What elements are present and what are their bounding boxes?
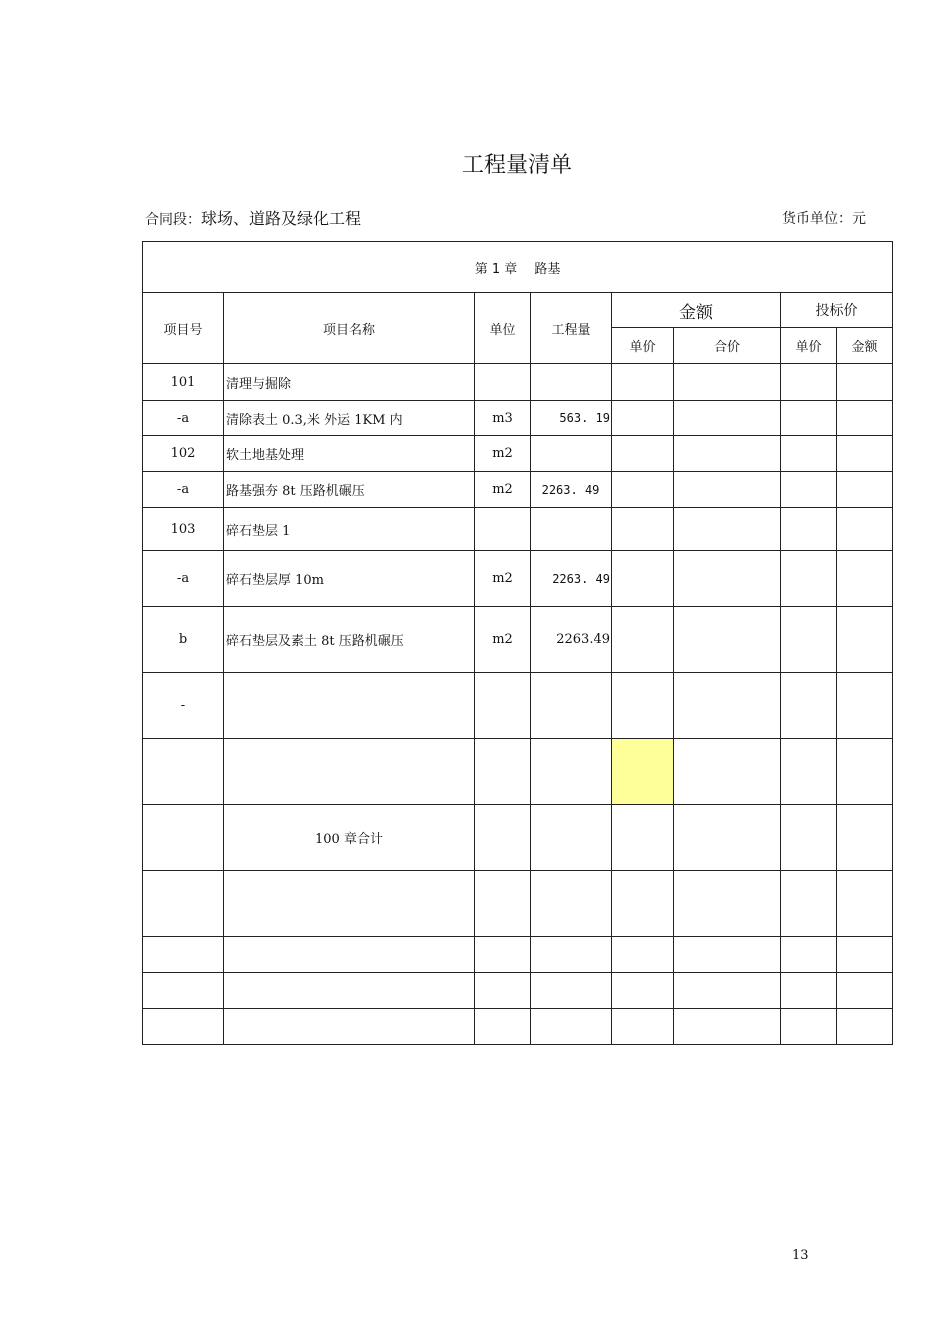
cell-quantity: [531, 673, 612, 739]
table-row: [143, 364, 893, 401]
cell-bid-unit-price: [781, 739, 837, 805]
table-row: [143, 508, 893, 551]
table-row: [143, 937, 893, 973]
table-row: [143, 472, 893, 508]
cell-quantity: [531, 436, 612, 472]
cell-item-no: [143, 739, 224, 805]
cell-unit: m2: [475, 607, 531, 673]
cell-unit-price: [612, 401, 674, 436]
cell-item-no: [143, 805, 224, 871]
header-bid-amount: 金额: [837, 328, 893, 364]
cell-total-price: [674, 871, 781, 937]
cell-item-no: -: [143, 673, 224, 739]
cell-unit: [475, 805, 531, 871]
header-unit-price: 单价: [612, 328, 674, 364]
cell-item-name: [224, 871, 475, 937]
page-title: 工程量清单: [461, 153, 572, 178]
cell-unit-price: [612, 937, 674, 973]
cell-bid-amount: [837, 472, 893, 508]
cell-total-price: [674, 364, 781, 401]
cell-total-price: [674, 739, 781, 805]
table-row: [143, 805, 893, 871]
table-row: [143, 871, 893, 937]
cell-bid-amount: [837, 551, 893, 607]
cell-bid-amount: [837, 973, 893, 1009]
cell-unit-price: [612, 871, 674, 937]
cell-unit: [475, 739, 531, 805]
cell-quantity: [531, 937, 612, 973]
cell-total-price: [674, 607, 781, 673]
cell-quantity: [531, 805, 612, 871]
cell-total-price: [674, 973, 781, 1009]
cell-item-name: [224, 973, 475, 1009]
cell-bid-unit-price: [781, 401, 837, 436]
cell-item-name: 软土地基处理: [224, 436, 475, 472]
cell-bid-amount: [837, 871, 893, 937]
cell-item-name: 路基强夯 8t 压路机碾压: [224, 472, 475, 508]
cell-item-name: [224, 1009, 475, 1045]
cell-bid-amount: [837, 508, 893, 551]
table-row: [143, 551, 893, 607]
cell-total-price: [674, 1009, 781, 1045]
cell-unit-price: [612, 1009, 674, 1045]
cell-bid-unit-price: [781, 673, 837, 739]
table-row: [143, 607, 893, 673]
cell-bid-unit-price: [781, 436, 837, 472]
cell-unit-price: [612, 607, 674, 673]
cell-unit-price: [612, 508, 674, 551]
cell-bid-amount: [837, 401, 893, 436]
cell-bid-unit-price: [781, 937, 837, 973]
cell-total-price: [674, 937, 781, 973]
cell-bid-unit-price: [781, 508, 837, 551]
cell-item-no: -a: [143, 472, 224, 508]
cell-item-no: -a: [143, 551, 224, 607]
cell-unit: m2: [475, 472, 531, 508]
cell-unit: [475, 673, 531, 739]
cell-bid-unit-price: [781, 1009, 837, 1045]
cell-quantity: [531, 871, 612, 937]
header-item-no: 项目号: [143, 293, 224, 364]
cell-item-no: [143, 973, 224, 1009]
cell-total-price: [674, 436, 781, 472]
cell-bid-unit-price: [781, 472, 837, 508]
header-quantity: 工程量: [531, 293, 612, 364]
cell-item-no: [143, 871, 224, 937]
cell-bid-amount: [837, 937, 893, 973]
cell-unit: [475, 1009, 531, 1045]
header-total-price: 合价: [674, 328, 781, 364]
cell-total-price: [674, 401, 781, 436]
cell-item-name: [224, 673, 475, 739]
table-row: [143, 401, 893, 436]
cell-bid-amount: [837, 436, 893, 472]
contract-section: [145, 206, 361, 229]
cell-bid-unit-price: [781, 607, 837, 673]
cell-bid-amount: [837, 607, 893, 673]
header-item-name: 项目名称: [224, 293, 475, 364]
table-row: [143, 436, 893, 472]
cell-unit: [475, 364, 531, 401]
cell-unit: [475, 973, 531, 1009]
cell-unit-price: [612, 673, 674, 739]
cell-item-no: 102: [143, 436, 224, 472]
cell-item-name: 清理与掘除: [224, 364, 475, 401]
cell-item-no: 103: [143, 508, 224, 551]
header-bid-unit-price: 单价: [781, 328, 837, 364]
cell-item-name: 碎石垫层 1: [224, 508, 475, 551]
cell-quantity: 2263.49: [531, 607, 612, 673]
cell-total-price: [674, 805, 781, 871]
cell-bid-unit-price: [781, 805, 837, 871]
cell-item-name: 碎石垫层厚 10m: [224, 551, 475, 607]
cell-item-no: b: [143, 607, 224, 673]
cell-unit: [475, 871, 531, 937]
cell-item-no: -a: [143, 401, 224, 436]
cell-item-name: [224, 937, 475, 973]
cell-quantity: 2263. 49: [531, 472, 612, 508]
header-amount: 金额: [612, 293, 781, 328]
cell-quantity: [531, 508, 612, 551]
cell-bid-amount: [837, 1009, 893, 1045]
cell-item-name: 碎石垫层及素土 8t 压路机碾压: [224, 607, 475, 673]
header-bid-price: 投标价: [781, 293, 893, 328]
page-number: 13: [792, 1248, 809, 1263]
cell-total-price: [674, 673, 781, 739]
cell-unit: [475, 937, 531, 973]
cell-unit-price: [612, 472, 674, 508]
cell-bid-unit-price: [781, 871, 837, 937]
cell-item-no: 101: [143, 364, 224, 401]
table-row: [143, 673, 893, 739]
cell-unit-price: [612, 364, 674, 401]
chapter-heading: 第 1 章 路基: [143, 242, 893, 293]
currency-unit: 货币单位：元: [782, 211, 866, 227]
cell-bid-amount: [837, 673, 893, 739]
cell-item-no: [143, 1009, 224, 1045]
cell-bid-unit-price: [781, 364, 837, 401]
cell-item-name: 清除表土 0.3,米 外运 1KM 内: [224, 401, 475, 436]
table-row: [143, 973, 893, 1009]
cell-bid-amount: [837, 364, 893, 401]
contract-label: 合同段：: [145, 212, 201, 228]
cell-quantity: [531, 739, 612, 805]
cell-total-price: [674, 508, 781, 551]
cell-unit: m2: [475, 551, 531, 607]
table-row: [143, 739, 893, 805]
cell-total-price: [674, 472, 781, 508]
cell-total-price: [674, 551, 781, 607]
cell-quantity: 2263. 49: [531, 551, 612, 607]
contract-value: 球场、道路及绿化工程: [201, 209, 362, 228]
cell-quantity: [531, 1009, 612, 1045]
header-unit: 单位: [475, 293, 531, 364]
cell-unit-price: [612, 805, 674, 871]
cell-unit-price: [612, 551, 674, 607]
cell-unit-price: [612, 436, 674, 472]
cell-quantity: [531, 364, 612, 401]
cell-item-no: [143, 937, 224, 973]
cell-bid-amount: [837, 805, 893, 871]
cell-quantity: 563. 19: [531, 401, 612, 436]
cell-unit: m3: [475, 401, 531, 436]
cell-quantity: [531, 973, 612, 1009]
cell-bid-amount: [837, 739, 893, 805]
highlighted-cell: [612, 739, 674, 805]
cell-unit-price: [612, 973, 674, 1009]
cell-subtotal-label: 100 章合计: [224, 805, 475, 871]
cell-unit: [475, 508, 531, 551]
cell-item-name: [224, 739, 475, 805]
bill-of-quantities-table: [142, 241, 893, 1045]
table-row: [143, 1009, 893, 1045]
cell-unit: m2: [475, 436, 531, 472]
cell-bid-unit-price: [781, 973, 837, 1009]
cell-bid-unit-price: [781, 551, 837, 607]
